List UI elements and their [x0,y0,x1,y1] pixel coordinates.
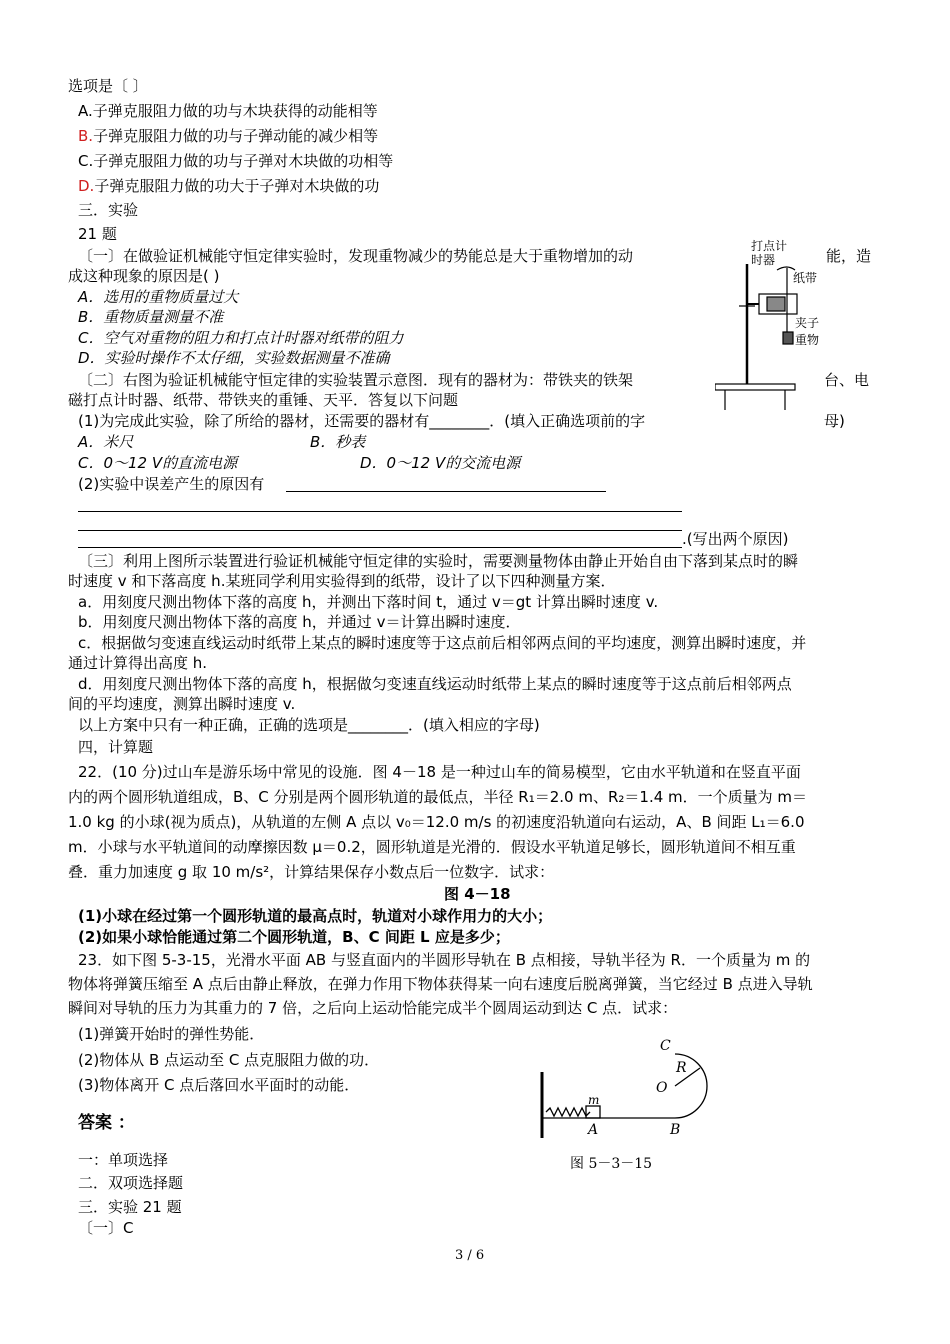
q21-p2-line2: 磁打点计时器、纸带、带铁夹的重锤、天平．答复以下问题 [68,391,459,409]
option-d-text: 子弹克服阻力做的功大于子弹对木块做的功 [94,177,380,195]
answer-line [78,547,682,548]
figure-5-3-15 [530,1034,730,1174]
option-b-letter: B. [78,127,94,145]
q21-p2-q2-end: .(写出两个原因) [682,530,789,548]
q21-p2-a: A．米尺 [78,433,134,451]
option-a: A.子弹克服阻力做的功与木块获得的动能相等 [78,102,378,120]
figure-caption: 图 5－3－15 [570,1156,653,1172]
q22-line2: 内的两个圆形轨道组成，B、C 分别是两个圆形轨道的最低点，半径 R₁＝2.0 m、R₂＝1.4 m．一个质量为 m＝ [68,788,808,806]
label-a: A [588,1122,599,1138]
label-timer: 打点计 [751,239,788,253]
q21-p2-c: C．0～12 V的直流电源 [78,454,238,472]
option-d-letter: D. [78,177,95,195]
q21-p3-b: b．用刻度尺测出物体下落的高度 h，并通过 v＝计算出瞬时速度． [78,613,521,631]
answers-line2: 二．双项选择题 [78,1174,184,1192]
q22-line1: 22．(10 分)过山车是游乐场中常见的设施．图 4－18 是一种过山车的简易模型，它由水平轨道和在竖直平面 [78,763,801,781]
q21-p1-d: D．实验时操作不太仔细，实验数据测量不准确 [78,349,390,367]
label-c: C [660,1038,671,1054]
q23-question2: (2)物体从 B 点运动至 C 点克服阻力做的功． [78,1051,380,1069]
q21-p1-line1-tail: 能，造 [826,247,872,265]
q21-p2-line1: 〔二〕右图为验证机械能守恒定律的实验装置示意图．现有的器材为：带铁夹的铁架 [78,371,634,389]
q21-p2-d: D．0～12 V的交流电源 [360,454,521,472]
label-b: B [670,1122,681,1138]
label-weight: 重物 [795,333,820,347]
q21-p2-q2: (2)实验中误差产生的原因有 [78,475,265,493]
q21-p2-b: B．秒表 [310,433,366,451]
q22-figure-caption: 图 4－18 [444,885,511,903]
label-clip: 夹子 [795,316,820,330]
option-d [78,176,379,196]
q23-line3: 瞬间对导轨的压力为其重力的 7 倍，之后向上运动恰能完成半个圆周运动到达 C 点．试求： [68,999,678,1017]
q21-number: 21 题 [78,225,117,243]
q22-question1: (1)小球在经过第一个圆形轨道的最高点时，轨道对小球作用力的大小； [78,907,553,925]
q21-p2-q1: (1)为完成此实验，除了所给的器材，还需要的器材有________．(填入正确选项前的字 [78,412,646,430]
label-r: R [676,1060,687,1076]
option-c: C.子弹克服阻力做的功与子弹对木块做的功相等 [78,152,394,170]
option-b-text: 子弹克服阻力做的功与子弹动能的减少相等 [93,127,379,145]
q21-p3-d2: 间的平均速度，测算出瞬时速度 v. [68,695,296,713]
q21-p1-line1: 〔一〕在做验证机械能守恒定律实验时，发现重物减少的势能总是大于重物增加的动 [78,247,634,265]
q23-line2: 物体将弹簧压缩至 A 点后由静止释放，在弹力作用下物体获得某一向右速度后脱离弹簧，当它经过 B 点进入导轨 [68,975,813,993]
answers-title: 答案 ： [78,1113,135,1133]
section-calc: 四，计算题 [78,738,154,756]
answer-line [78,530,682,531]
q21-p3-end: 以上方案中只有一种正确，正确的选项是________．(填入相应的字母) [78,716,540,734]
answer-line [78,511,682,512]
q22-question2: (2)如果小球恰能通过第二个圆形轨道，B、C 间距 L 应是多少； [78,928,510,946]
q21-p3-a: a．用刻度尺测出物体下落的高度 h，并测出下落时间 t，通过 v＝gt 计算出瞬时速度 v. [78,593,659,611]
q21-p3-c1: c．根据做匀变速直线运动时纸带上某点的瞬时速度等于这点前后相邻两点间的平均速度，测算出瞬时速度，并 [78,634,807,652]
page-number: 3 / 6 [455,1248,485,1263]
q23-line1: 23．如下图 5-3-15，光滑水平面 AB 与竖直面内的半圆形导轨在 B 点相接，导轨半径为 R．一个质量为 m 的 [78,951,811,969]
q21-p1-line2: 成这种现象的原因是( ) [68,267,220,285]
q23-question3: (3)物体离开 C 点后落回水平面时的动能． [78,1076,360,1094]
q21-p1-a: A．选用的重物质量过大 [78,288,239,306]
label-timer2: 时器 [751,253,776,267]
answer-line [286,491,606,492]
label-m: m [588,1093,600,1107]
q21-p3-line1: 〔三〕利用上图所示装置进行验证机械能守恒定律的实验时，需要测量物体由静止开始自由下落到某点时的瞬 [78,552,799,570]
q21-p2-q1-tail: 母) [824,412,845,430]
q23-question1: (1)弹簧开始时的弹性势能． [78,1025,265,1043]
options-label: 选项是〔 〕 [68,77,148,95]
q22-line4: m．小球与水平轨道间的动摩擦因数 μ＝0.2，圆形轨道是光滑的．假设水平轨道足够长，圆形轨道间不相互重 [68,838,796,856]
q21-p1-c: C．空气对重物的阻力和打点计时器对纸带的阻力 [78,329,404,347]
option-b [78,126,378,146]
answers-line3: 三．实验 21 题 [78,1198,182,1216]
label-tape: 纸带 [793,271,818,285]
q22-line3: 1.0 kg 的小球(视为质点)，从轨道的左侧 A 点以 v₀＝12.0 m/s 的初速度沿轨道向右运动，A、B 间距 L₁＝6.0 [68,813,805,831]
label-o: O [656,1080,668,1096]
section-experiment: 三．实验 [78,201,139,219]
q21-p3-c2: 通过计算得出高度 h. [68,654,208,672]
answers-line1: 一：单项选择 [78,1151,169,1169]
answers-line4: 〔一〕C [78,1219,134,1237]
q21-p3-d1: d．用刻度尺测出物体下落的高度 h，根据做匀变速直线运动时纸带上某点的瞬时速度等于这点前后相邻两点 [78,675,792,693]
apparatus-diagram [715,234,830,414]
q22-line5: 叠．重力加速度 g 取 10 m/s²，计算结果保存小数点后一位数字．试求： [68,863,555,881]
q21-p1-b: B．重物质量测量不准 [78,308,224,326]
q21-p2-line1-tail: 台、电 [824,371,870,389]
q21-p3-line2: 时速度 v 和下落高度 h.某班同学利用实验得到的纸带，设计了以下四种测量方案． [68,572,616,590]
